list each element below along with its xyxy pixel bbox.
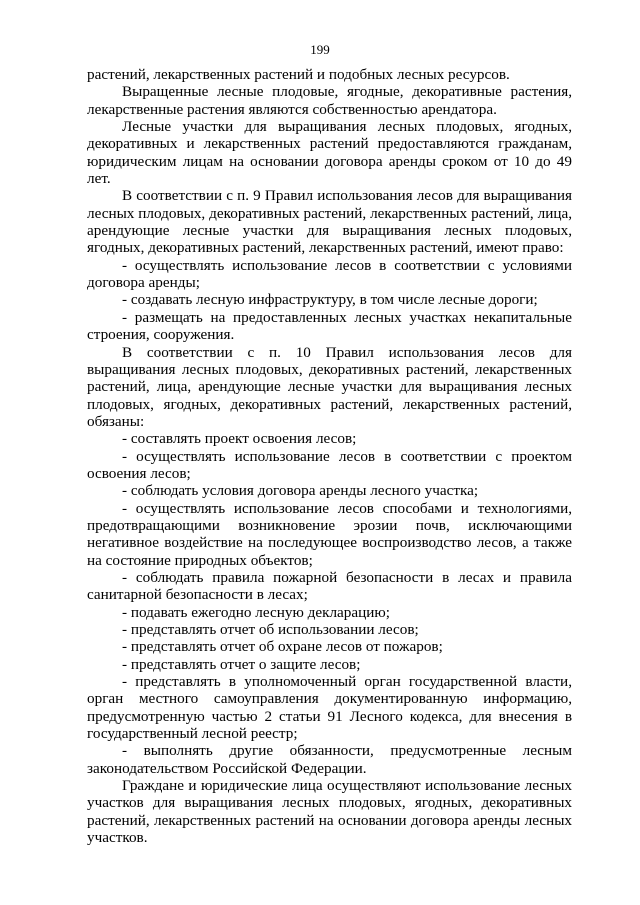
document-body (87, 66, 572, 846)
list-item: - составлять проект освоения лесов; (122, 430, 357, 448)
paragraph: В соответствии с п. 10 Правил использования лесов для выращивания лесных плодовых, декоративных растений, лекарственных растений, лица, арендующие лесные участки для выращивания лесных плодовых, ягодных, декоративных растений, лекарственных растений, обязаны: (87, 343, 572, 430)
list-item: - представлять отчет о защите лесов; (122, 655, 361, 673)
paragraph: Лесные участки для выращивания лесных плодовых, ягодных, декоративных и лекарственных растений предоставляются гражданам, юридическим лицам на основании договора аренды сроком от 10 до 49 лет. (87, 118, 572, 188)
paragraph: В соответствии с п. 9 Правил использования лесов для выращивания лесных плодовых, декоративных растений, лекарственных растений, лица, арендующие лесные участки для выращивания лесных плодовых, ягодных, декоративных растений, лекарственных растений, имеют право: (87, 187, 572, 257)
list-item: - соблюдать правила пожарной безопасности в лесах и правила санитарной безопасности в лесах; (87, 568, 572, 604)
paragraph: Граждане и юридические лица осуществляют использование лесных участков для выращивания лесных плодовых, ягодных, декоративных растений, лекарственных растений на основании договора аренды лесных участков. (87, 777, 572, 847)
list-item: - создавать лесную инфраструктуру, в том числе лесные дороги; (122, 291, 538, 309)
list-item: - представлять отчет об охране лесов от пожаров; (122, 638, 443, 656)
list-item: - представлять отчет об использовании лесов; (122, 621, 419, 638)
paragraph-continuation: растений, лекарственных растений и подобных лесных ресурсов. (87, 66, 510, 83)
list-item: - осуществлять использование лесов в соответствии с условиями договора аренды; (87, 256, 572, 292)
list-item: - осуществлять использование лесов в соответствии с проектом освоения лесов; (87, 447, 572, 482)
list-item: - выполнять другие обязанности, предусмотренные лесным законодательством Российской Федерации. (87, 742, 572, 777)
list-item: - представлять в уполномоченный орган государственной власти, орган местного самоуправления документированную информацию, предусмотренную частью 2 статьи 91 Лесного кодекса, для внесения в государственный лесной реестр; (87, 673, 572, 743)
paragraph: Выращенные лесные плодовые, ягодные, декоративные растения, лекарственные растения являются собственностью арендатора. (87, 83, 572, 118)
page-number: 199 (310, 42, 330, 57)
list-item: - подавать ежегодно лесную декларацию; (122, 603, 390, 621)
list-item: - осуществлять использование лесов способами и технологиями, предотвращающими возникновение эрозии почв, исключающими негативное воздействие на последующее воспроизводство лесов, а также на состояние природных объектов; (87, 499, 572, 569)
list-item: - размещать на предоставленных лесных участках некапитальные строения, сооружения. (87, 308, 572, 344)
list-item: - соблюдать условия договора аренды лесного участка; (122, 482, 479, 500)
